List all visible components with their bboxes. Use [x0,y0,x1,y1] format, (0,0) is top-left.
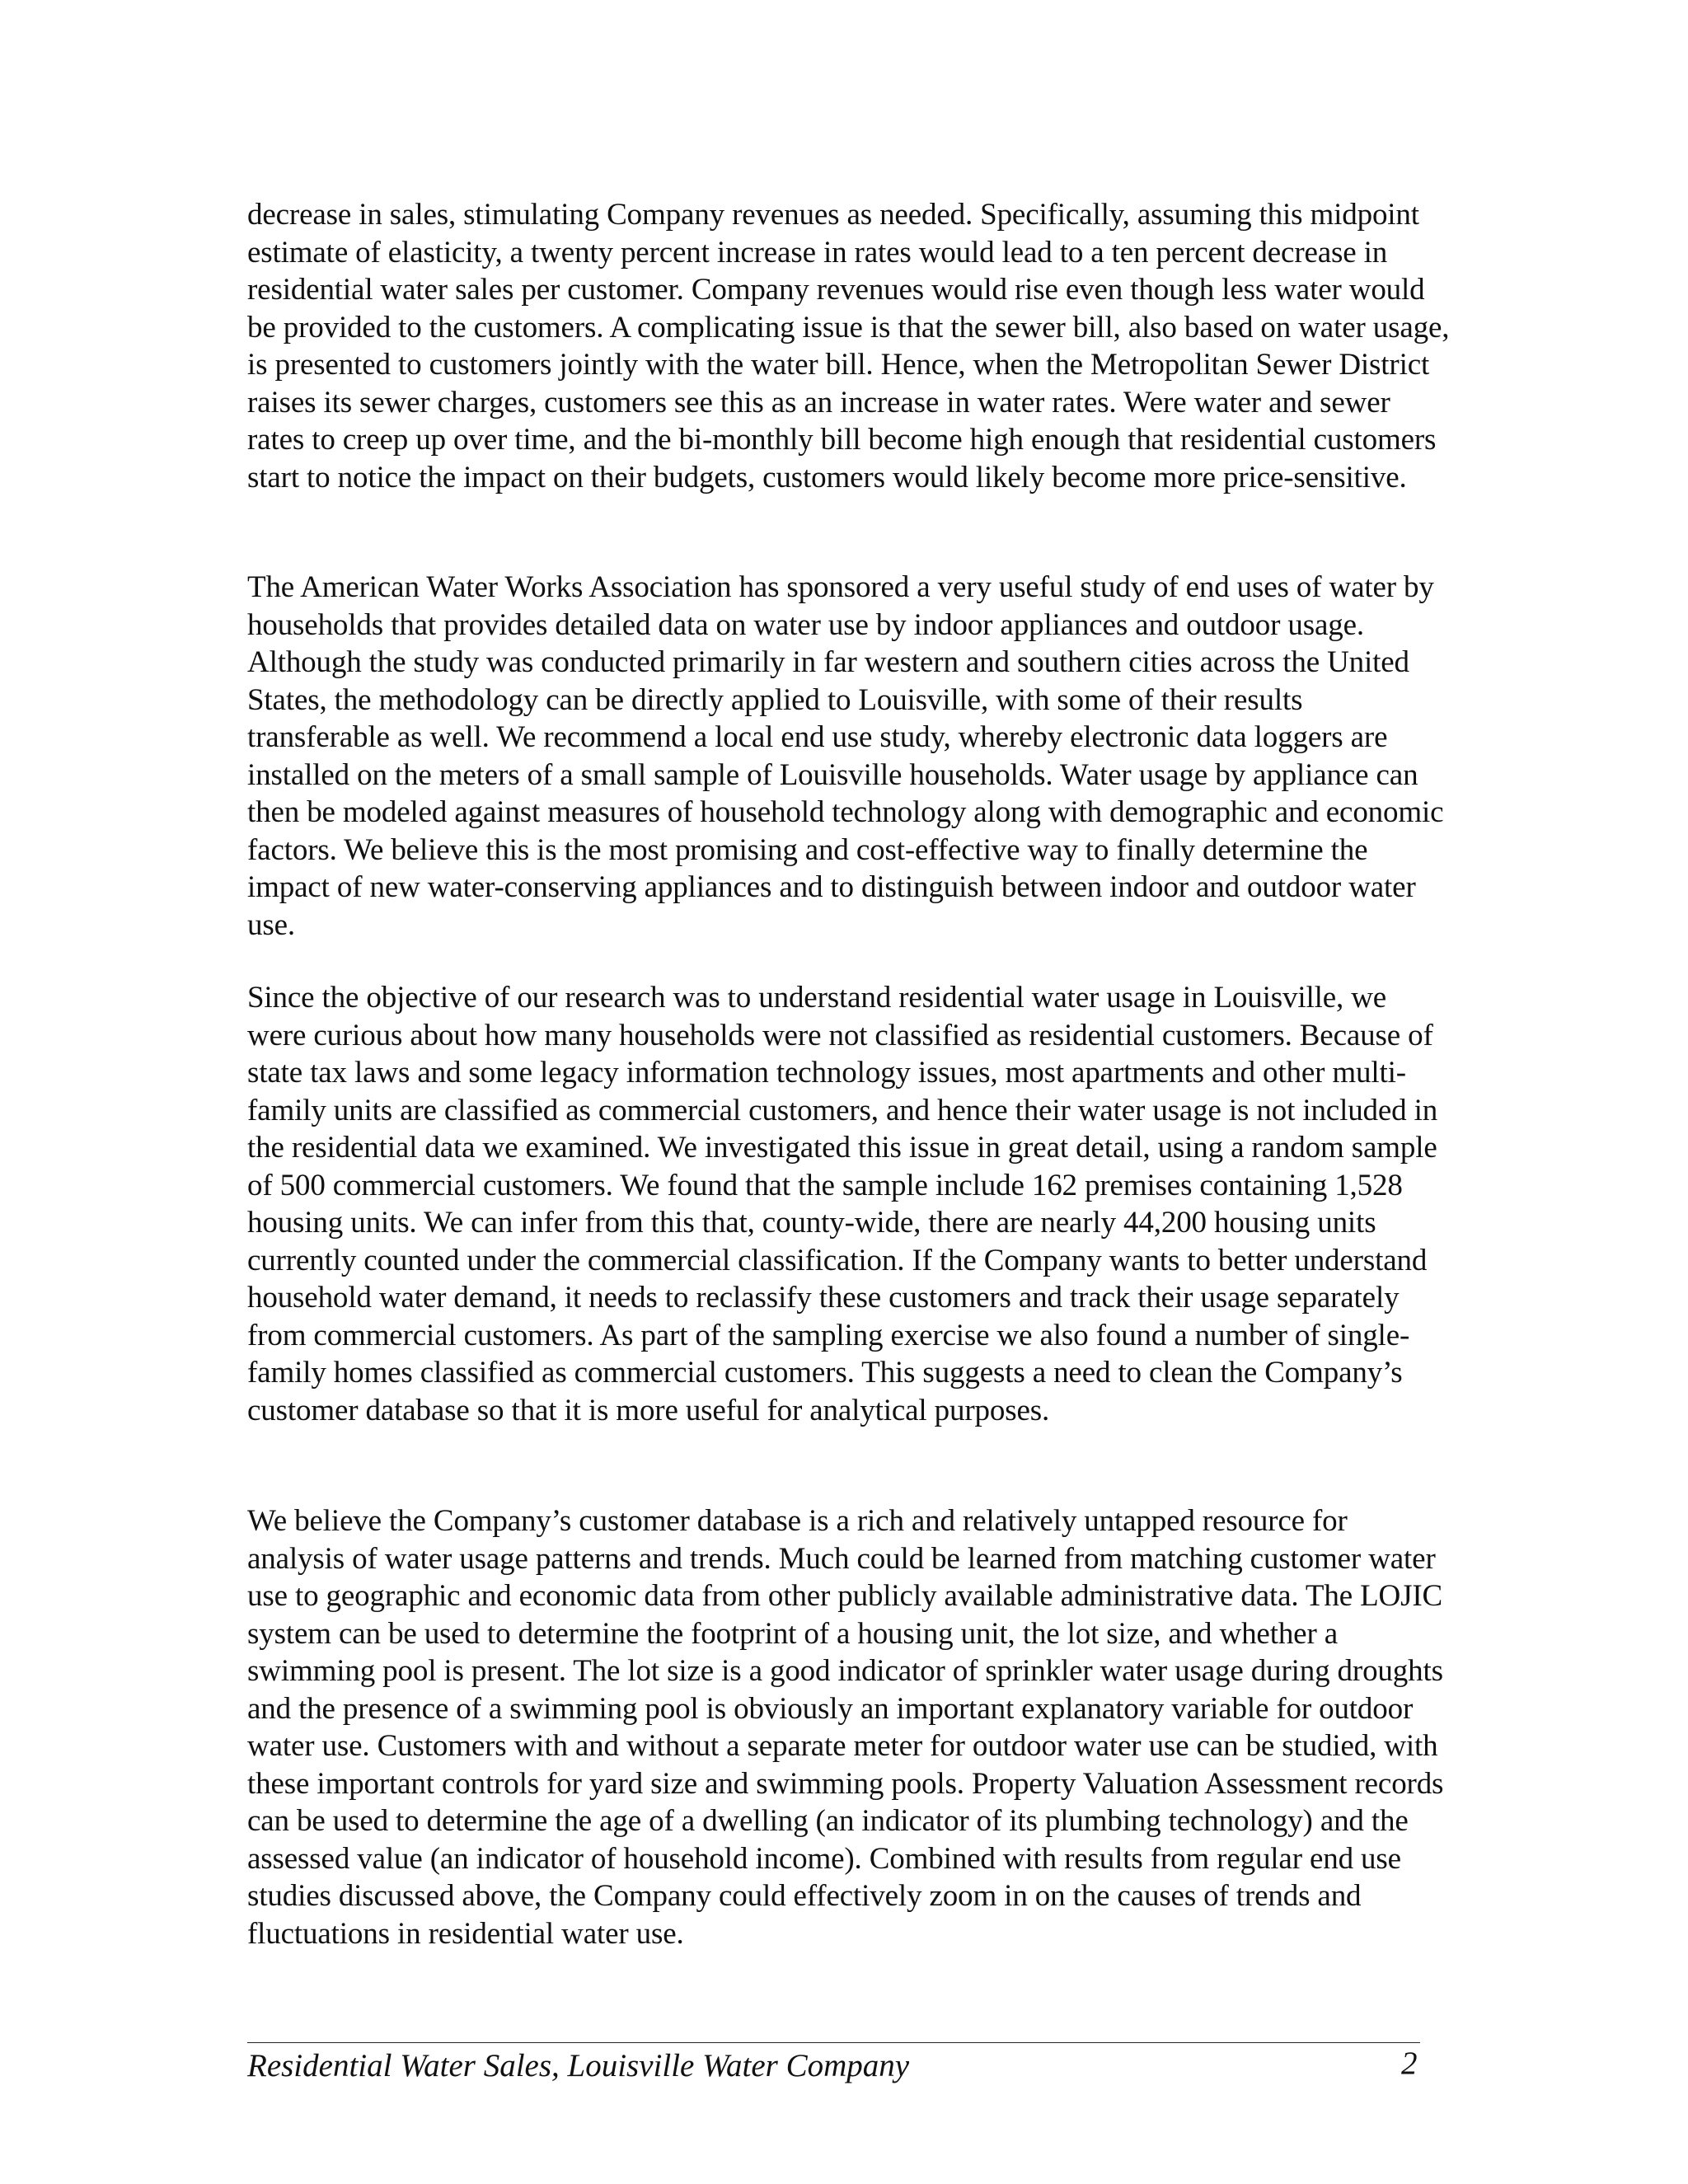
paragraph-price-elasticity: decrease in sales, stimulating Company revenues as needed. Specifically, assuming this midpoint estimate of elasticity, a twenty percent increase in rates would lead to a ten percent decrease in residential water sales per customer. Company revenues would rise even though less water would be provided to the customers. A complicating issue is that the sewer bill, also based on water usage, is presented to customers jointly with the water bill. Hence, when the Metropolitan Sewer District raises its sewer charges, customers see this as an increase in water rates. Were water and sewer rates to creep up over time, and the bi-monthly bill become high enough that residential customers start to notice the impact on their budgets, customers would likely become more price-sensitive. [247,198,1450,494]
paragraph-commercial-classification: Since the objective of our research was to understand residential water usage in Louisville, we were curious about how many households were not classified as residential customers. Because of state tax laws and some legacy information technology issues, most apartments and other multi-family units are classified as commercial customers, and hence their water usage is not included in the residential data we examined. We investigated this issue in great detail, using a random sample of 500 commercial customers. We found that the sample include 162 premises containing 1,528 housing units. We can infer from this that, county-wide, there are nearly 44,200 housing units currently counted under the commercial classification. If the Company wants to better understand household water demand, it needs to reclassify these customers and track their usage separately from commercial customers. As part of the sampling exercise we also found a number of single-family homes classified as commercial customers. This suggests a need to clean the Company’s customer database so that it is more useful for analytical purposes. [247,981,1438,1427]
paragraph-customer-database: We believe the Company’s customer database is a rich and relatively untapped resource for analysis of water usage patterns and trends. Much could be learned from matching customer water use to geographic and economic data from other publicly available administrative data. The LOJIC system can be used to determine the footprint of a housing unit, the lot size, and whether a swimming pool is present. The lot size is a good indicator of sprinkler water usage during droughts and the presence of a swimming pool is obviously an important explanatory variable for outdoor water use. Customers with and without a separate meter for outdoor water use can be studied, with these important controls for yard size and swimming pools. Property Valuation Assessment records can be used to determine the age of a dwelling (an indicator of its plumbing technology) and the assessed value (an indicator of household income). Combined with results from regular end use studies discussed above, the Company could effectively zoom in on the causes of trends and fluctuations in residential water use. [247,1504,1444,1951]
footer-title: Residential Water Sales, Louisville Water Company [247,2048,910,2083]
paragraph-end-use-study: The American Water Works Association has sponsored a very useful study of end uses of water by households that provides detailed data on water use by indoor appliances and outdoor usage. Although the study was conducted primarily in far western and southern cities across the United States, the methodology can be directly applied to Louisville, with some of their results transferable as well. We recommend a local end use study, whereby electronic data loggers are installed on the meters of a small sample of Louisville households. Water usage by appliance can then be modeled against measures of household technology along with demographic and economic factors. We believe this is the most promising and cost-effective way to finally determine the impact of new water-conserving appliances and to distinguish between indoor and outdoor water use. [247,570,1444,942]
footer-divider [247,2042,1420,2043]
page-number: 2 [1401,2046,1418,2081]
